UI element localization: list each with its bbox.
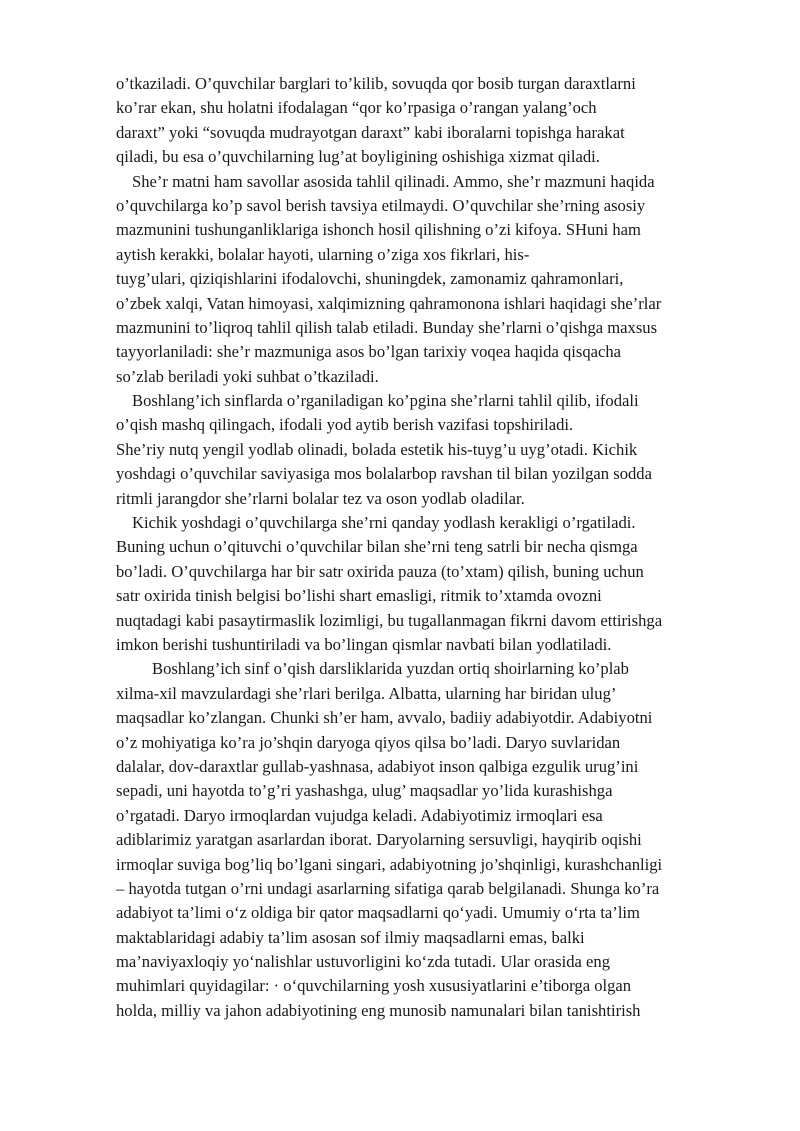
text-line: ko’rar ekan, shu holatni ifodalagan “qor ko’rpasiga o’rangan yalang’och bbox=[116, 98, 597, 118]
paragraph-start-line: She’r matni ham savollar asosida tahlil qilinadi. Ammo, she’r mazmuni haqida bbox=[132, 171, 655, 191]
text-line: o’quvchilarga ko’p savol berish tavsiya etilmaydi. O’quvchilar she’rning asosiy bbox=[116, 195, 646, 215]
text-line: adabiyot ta’limi o‘z oldiga bir qator maqsadlarni qo‘yadi. Umumiy o‘rta ta’lim bbox=[116, 903, 640, 923]
paragraph-start-line: Boshlang’ich sinf o’qish darsliklarida yuzdan ortiq shoirlarning ko’plab bbox=[152, 659, 629, 679]
text-line: bo’ladi. O’quvchilarga har bir satr oxirida pauza (to’xtam) qilish, buning uchun bbox=[116, 561, 644, 581]
text-line: o’z mohiyatiga ko’ra jo’shqin daryoga qiyos qilsa bo’ladi. Daryo suvlaridan bbox=[116, 732, 621, 752]
body-text bbox=[116, 72, 716, 1023]
text-line: muhimlari quyidagilar: · o‘quvchilarning yosh xususiyatlarini e’tiborga olgan bbox=[116, 976, 632, 996]
paragraph-start-line: Boshlang’ich sinflarda o’rganiladigan ko’pgina she’rlarni tahlil qilib, ifodali bbox=[132, 391, 639, 411]
text-line: imkon berishi tushuntiriladi va bo’lingan qismlar navbati bilan yodlatiladi. bbox=[116, 634, 612, 654]
text-line: qiladi, bu esa o’quvchilarning lug’at boyligining oshishiga xizmat qiladi. bbox=[116, 147, 600, 167]
text-line: ritmli jarangdor she’rlarni bolalar tez va oson yodlab oladilar. bbox=[116, 488, 525, 508]
text-line: tayyorlaniladi: she’r mazmuniga asos bo’lgan tarixiy voqea haqida qisqacha bbox=[116, 342, 622, 362]
text-line: holda, milliy va jahon adabiyotining eng munosib namunalari bilan tanishtirish bbox=[116, 1000, 641, 1020]
text-line: aytish kerakki, bolalar hayoti, ularning o’ziga xos fikrlari, his- bbox=[116, 244, 530, 264]
text-line: adiblarimiz yaratgan asarlardan iborat. Daryolarning sersuvligi, hayqirib oqishi bbox=[116, 830, 642, 850]
text-line: satr oxirida tinish belgisi bo’lishi shart emasligi, ritmik to’xtamda ovozni bbox=[116, 586, 602, 606]
text-line: – hayotda tutgan o’rni undagi asarlarning sifatiga qarab belgilanadi. Shunga ko’ra bbox=[116, 878, 660, 898]
text-line: tuyg’ulari, qiziqishlarini ifodalovchi, shuningdek, zamonamiz qahramonlari, bbox=[116, 269, 624, 289]
text-line: o’zbek xalqi, Vatan himoyasi, xalqimizning qahramonona ishlari haqidagi she’rlar bbox=[116, 293, 662, 313]
text-line: ma’naviyaxloqiy yo‘nalishlar ustuvorligini ko‘zda tutadi. Ular orasida eng bbox=[116, 952, 610, 972]
text-line: xilma-xil mavzulardagi she’rlari berilga. Albatta, ularning har biridan ulug’ bbox=[116, 683, 617, 703]
text-line: maktablaridagi adabiy ta’lim asosan sof ilmiy maqsadlarni emas, balki bbox=[116, 927, 585, 947]
text-line: daraxt” yoki “sovuqda mudrayotgan daraxt” kabi iboralarni topishga harakat bbox=[116, 122, 625, 142]
text-line: irmoqlar suviga bog’liq bo’lgani singari, adabiyotning jo’shqinligi, kurashchanligi bbox=[116, 854, 663, 874]
paragraph-start-line: Kichik yoshdagi o’quvchilarga she’rni qanday yodlash kerakligi o’rgatiladi. bbox=[132, 513, 636, 533]
text-line: so’zlab beriladi yoki suhbat o’tkaziladi. bbox=[116, 366, 379, 386]
text-line: Buning uchun o’qituvchi o’quvchilar bilan she’rni teng satrli bir necha qismga bbox=[116, 537, 638, 557]
text-line: o’tkaziladi. O’quvchilar barglari to’kilib, sovuqda qor bosib turgan daraxtlarni bbox=[116, 74, 636, 93]
text-line: sepadi, uni hayotda to’g’ri yashashga, ulug’ maqsadlar yo’lida kurashishga bbox=[116, 781, 613, 801]
text-line: o’rgatadi. Daryo irmoqlardan vujudga keladi. Adabiyotimiz irmoqlari esa bbox=[116, 805, 603, 825]
text-line: yoshdagi o’quvchilar saviyasiga mos bolalarbop ravshan til bilan yozilgan sodda bbox=[116, 464, 652, 484]
text-line: She’riy nutq yengil yodlab olinadi, bolada estetik his-tuyg’u uyg’otadi. Kichik bbox=[116, 439, 638, 459]
text-line: maqsadlar ko’zlangan. Chunki sh’er ham, avvalo, badiiy adabiyotdir. Adabiyotni bbox=[116, 708, 653, 728]
text-line: nuqtadagi kabi pasaytirmaslik lozimligi, bu tugallanmagan fikrni davom ettirishga bbox=[116, 610, 663, 630]
text-line: mazmunini tushunganliklariga ishonch hosil qilishning o’zi kifoya. SHuni ham bbox=[116, 220, 641, 240]
text-line: mazmunini to’liqroq tahlil qilish talab etiladi. Bunday she’rlarni o’qishga maxsus bbox=[116, 317, 658, 337]
text-line: dalalar, dov-daraxtlar gullab-yashnasa, adabiyot inson qalbiga ezgulik urug’ini bbox=[116, 756, 639, 776]
text-line: o’qish mashq qilingach, ifodali yod aytib berish vazifasi topshiriladi. bbox=[116, 415, 574, 435]
